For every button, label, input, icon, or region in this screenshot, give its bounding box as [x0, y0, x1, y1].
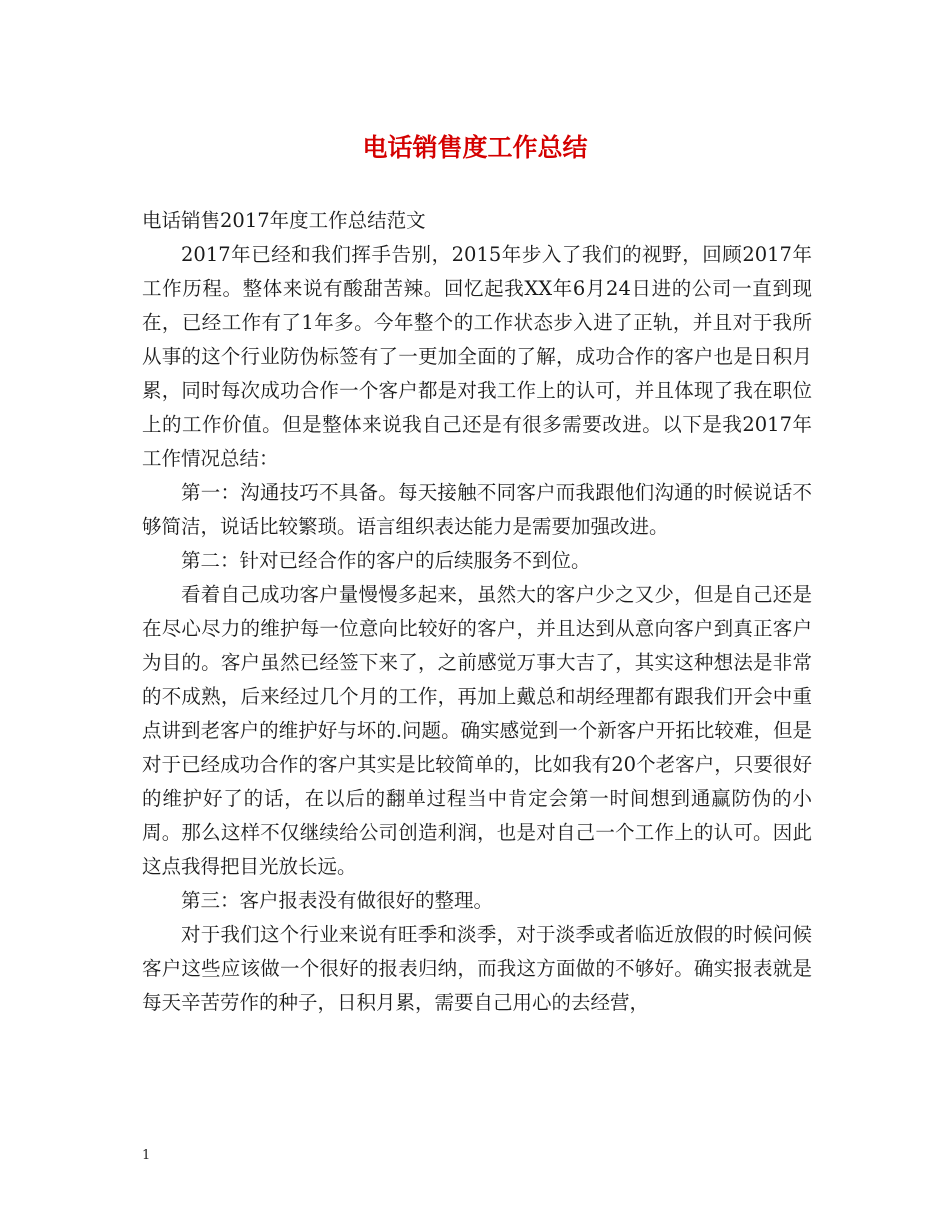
paragraph-point-three-detail: 对于我们这个行业来说有旺季和淡季，对于淡季或者临近放假的时候问候客户这些应该做一个很好的报表归纳，而我这方面做的不够好。确实报表就是每天辛苦劳作的种子，日积月累，需要自己用心的去经营， [142, 923, 812, 1014]
paragraph-point-three: 第三：客户报表没有做很好的整理。 [181, 889, 494, 912]
document-subtitle: 电话销售2017年度工作总结范文 [142, 209, 426, 232]
paragraph-point-two-detail: 看着自己成功客户量慢慢多起来，虽然大的客户少之又少，但是自己还是在尽心尽力的维护每一位意向比较好的客户，并且达到从意向客户到真正客户为目的。客户虽然已经签下来了，之前感觉万事大吉了，其实这种想法是非常的不成熟，后来经过几个月的工作，再加上戴总和胡经理都有跟我们开会中重点讲到老客户的维护好与坏的.问题。确实感觉到一个新客户开拓比较难，但是对于已经成功合作的客户其实是比较简单的，比如我有20个老客户，只要很好的维护好了的话，在以后的翻单过程当中肯定会第一时间想到通赢防伪的小周。那么这样不仅继续给公司创造利润，也是对自己一个工作上的认可。因此这点我得把目光放长远。 [142, 583, 812, 878]
paragraph-point-one: 第一：沟通技巧不具备。每天接触不同客户而我跟他们沟通的时候说话不够简洁，说话比较繁琐。语言组织表达能力是需要加强改进。 [142, 481, 812, 538]
paragraph-point-two: 第二：针对已经合作的客户的后续服务不到位。 [181, 549, 591, 572]
paragraph-intro: 2017年已经和我们挥手告别，2015年步入了我们的视野，回顾2017年工作历程。整体来说有酸甜苦辣。回忆起我XX年6月24日进的公司一直到现在，已经工作有了1年多。今年整个的工作状态步入进了正轨，并且对于我所从事的这个行业防伪标签有了一更加全面的了解，成功合作的客户也是日积月累，同时每次成功合作一个客户都是对我工作上的认可，并且体现了我在职位上的工作价值。但是整体来说我自己还是有很多需要改进。以下是我2017年工作情况总结： [142, 243, 812, 470]
document-body [142, 204, 812, 1020]
document-title: 电话销售度工作总结 [362, 133, 588, 162]
page-number: 1 [142, 1148, 151, 1163]
